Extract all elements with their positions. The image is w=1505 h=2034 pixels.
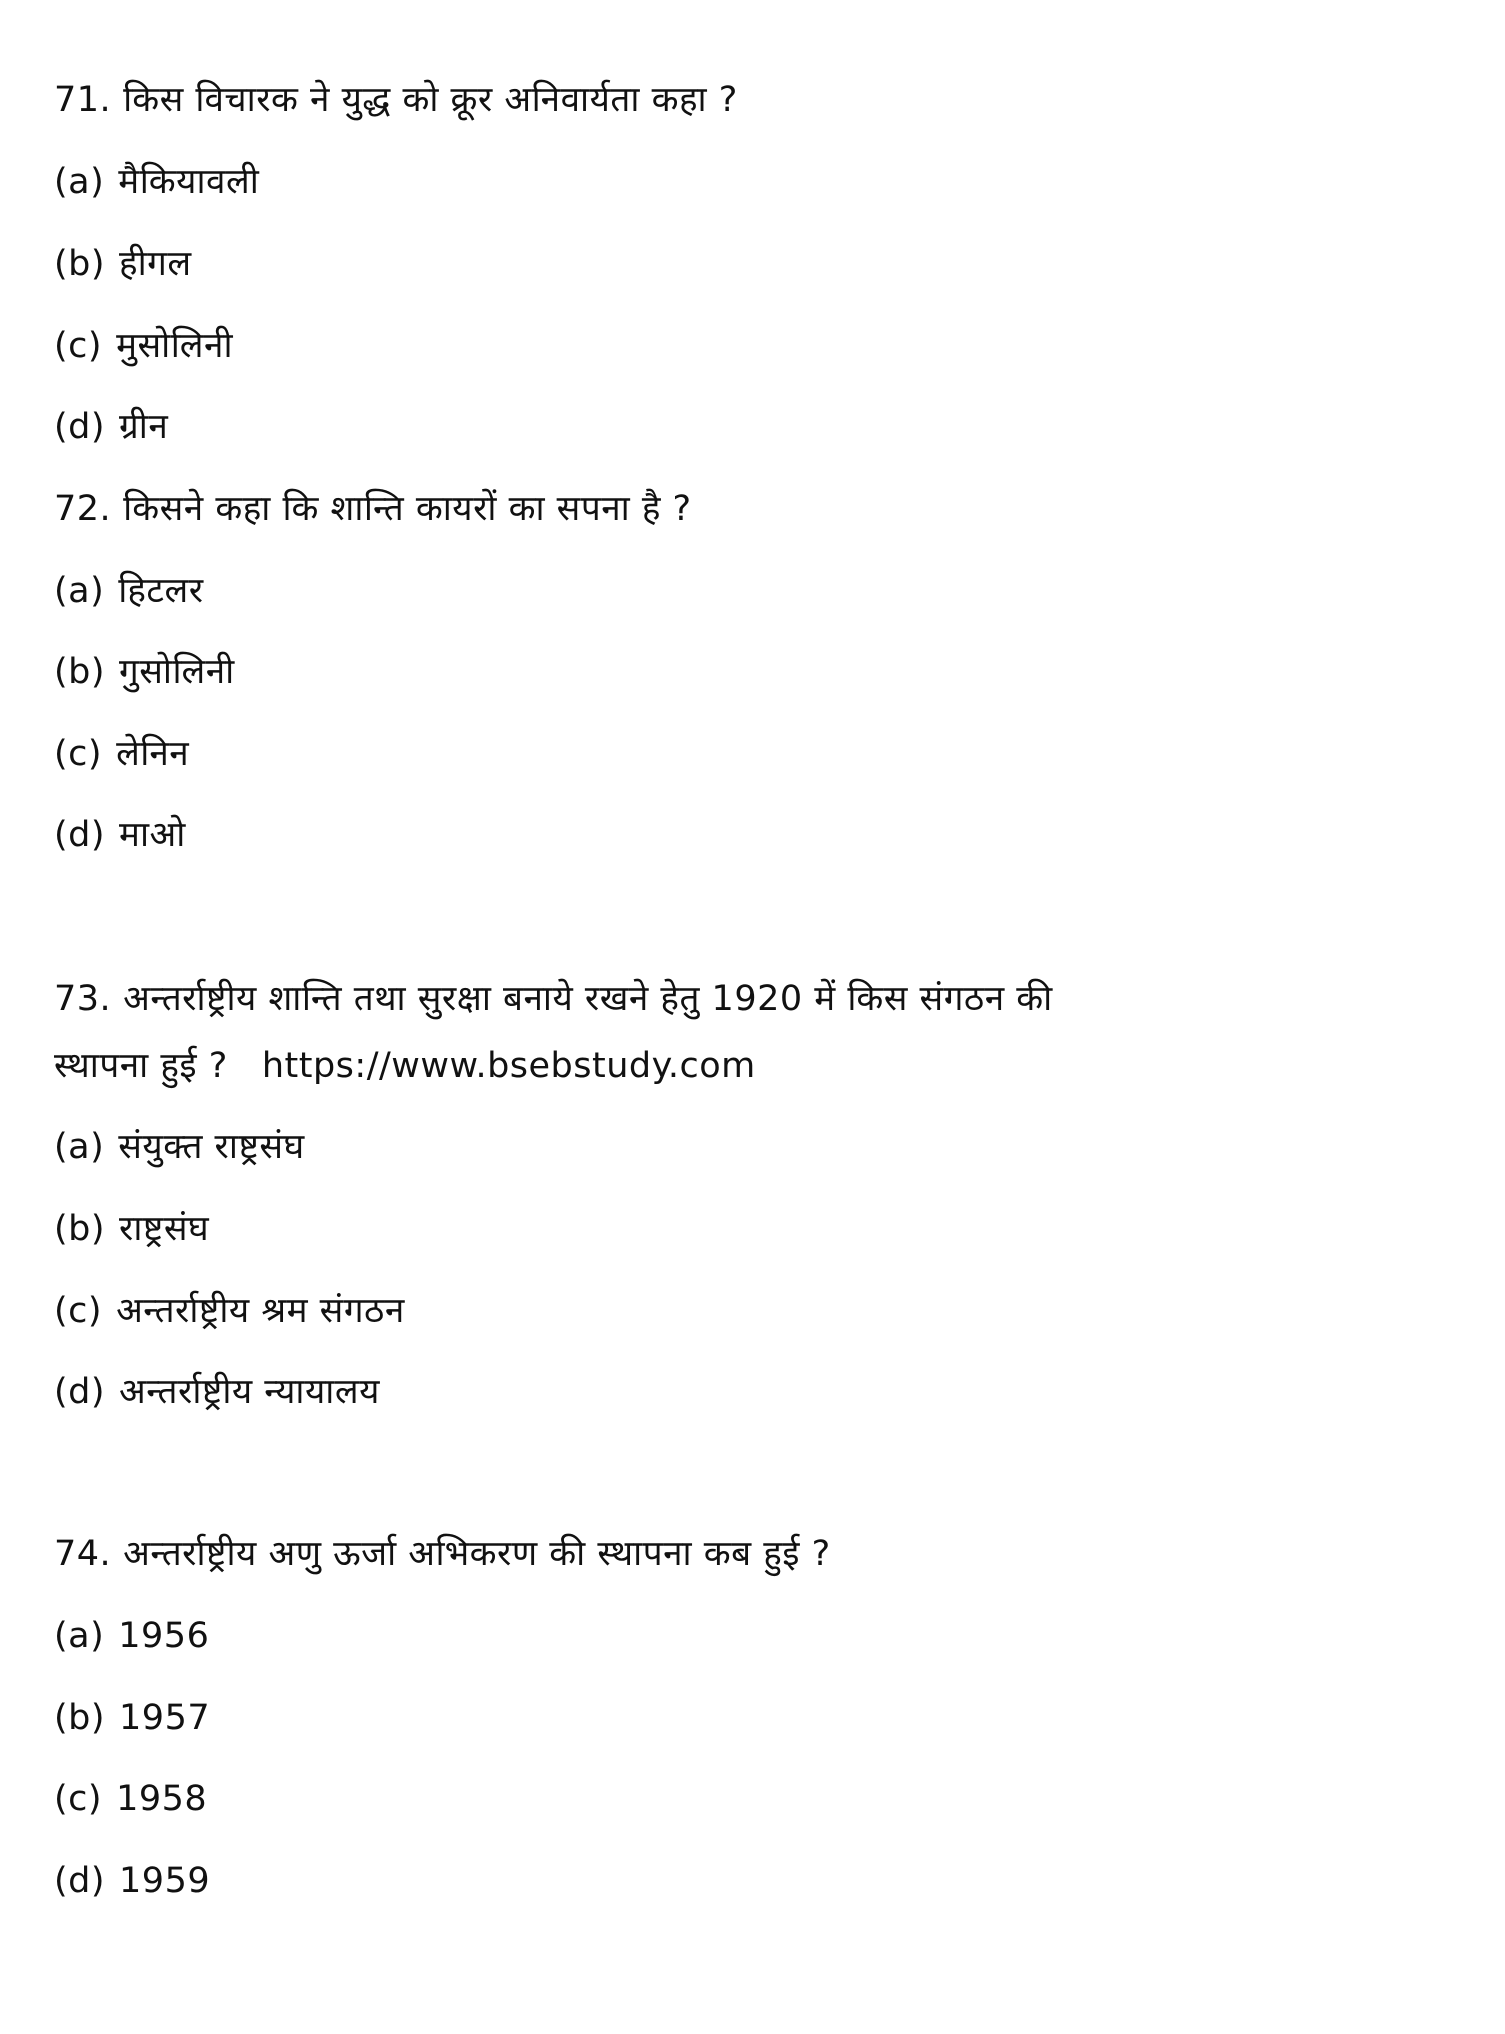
option-text: 1957 [119,1698,211,1738]
question-number: 71. [54,80,112,120]
q71-option-c [54,324,233,368]
q71-option-d [54,405,168,449]
option-label: (b) [54,244,106,284]
option-text: लेनिन [116,734,190,774]
question-number: 73. [54,979,112,1019]
option-text: 1958 [116,1779,208,1819]
question-text: किस विचारक ने युद्ध को क्रूर अनिवार्यता कहा ? [123,80,738,120]
q71-option-b [54,242,192,286]
question-74 [54,1532,831,1576]
option-label: (a) [54,162,105,202]
question-73-line2 [54,1044,756,1088]
option-text: अन्तर्राष्ट्रीय श्रम संगठन [116,1291,405,1331]
option-label: (b) [54,1209,106,1249]
question-73 [54,977,1053,1021]
option-label: (b) [54,1698,106,1738]
question-71 [54,78,738,122]
q74-option-c [54,1777,207,1821]
question-72 [54,487,692,531]
watermark-url: https://www.bsebstudy.com [261,1046,756,1086]
option-text: गुसोलिनी [119,652,235,692]
option-label: (d) [54,1861,106,1901]
option-text: ग्रीन [119,407,169,447]
option-label: (b) [54,652,106,692]
option-text: माओ [119,815,186,855]
option-text: राष्ट्रसंघ [119,1209,210,1249]
option-label: (a) [54,571,105,611]
q72-option-d [54,813,186,857]
question-number: 74. [54,1534,112,1574]
option-text: 1959 [119,1861,211,1901]
option-text: 1956 [118,1616,210,1656]
q74-option-d [54,1859,210,1903]
question-text: किसने कहा कि शान्ति कायरों का सपना है ? [123,489,692,529]
question-number: 72. [54,489,112,529]
q72-option-b [54,650,235,694]
question-text: अन्तर्राष्ट्रीय शान्ति तथा सुरक्षा बनाये रखने हेतु 1920 में किस संगठन की [123,979,1053,1019]
q71-option-a [54,160,259,204]
option-text: हीगल [119,244,192,284]
option-text: अन्तर्राष्ट्रीय न्यायालय [119,1372,380,1412]
option-label: (d) [54,815,106,855]
q73-option-b [54,1207,209,1251]
option-label: (a) [54,1616,105,1656]
option-text: हिटलर [118,571,204,611]
q74-option-a [54,1614,209,1658]
question-text: अन्तर्राष्ट्रीय अणु ऊर्जा अभिकरण की स्थापना कब हुई ? [123,1534,831,1574]
q73-option-a [54,1125,305,1169]
q73-option-d [54,1370,380,1414]
option-label: (d) [54,407,106,447]
q74-option-b [54,1696,210,1740]
q72-option-a [54,569,204,613]
option-label: (d) [54,1372,106,1412]
option-text: मुसोलिनी [116,326,234,366]
q72-option-c [54,732,189,776]
option-label: (c) [54,734,103,774]
question-text-continued: स्थापना हुई ? [54,1046,228,1086]
option-label: (c) [54,1779,103,1819]
option-text: मैकियावली [118,162,260,202]
option-text: संयुक्त राष्ट्रसंघ [118,1127,305,1167]
option-label: (a) [54,1127,105,1167]
option-label: (c) [54,1291,103,1331]
option-label: (c) [54,326,103,366]
q73-option-c [54,1289,405,1333]
